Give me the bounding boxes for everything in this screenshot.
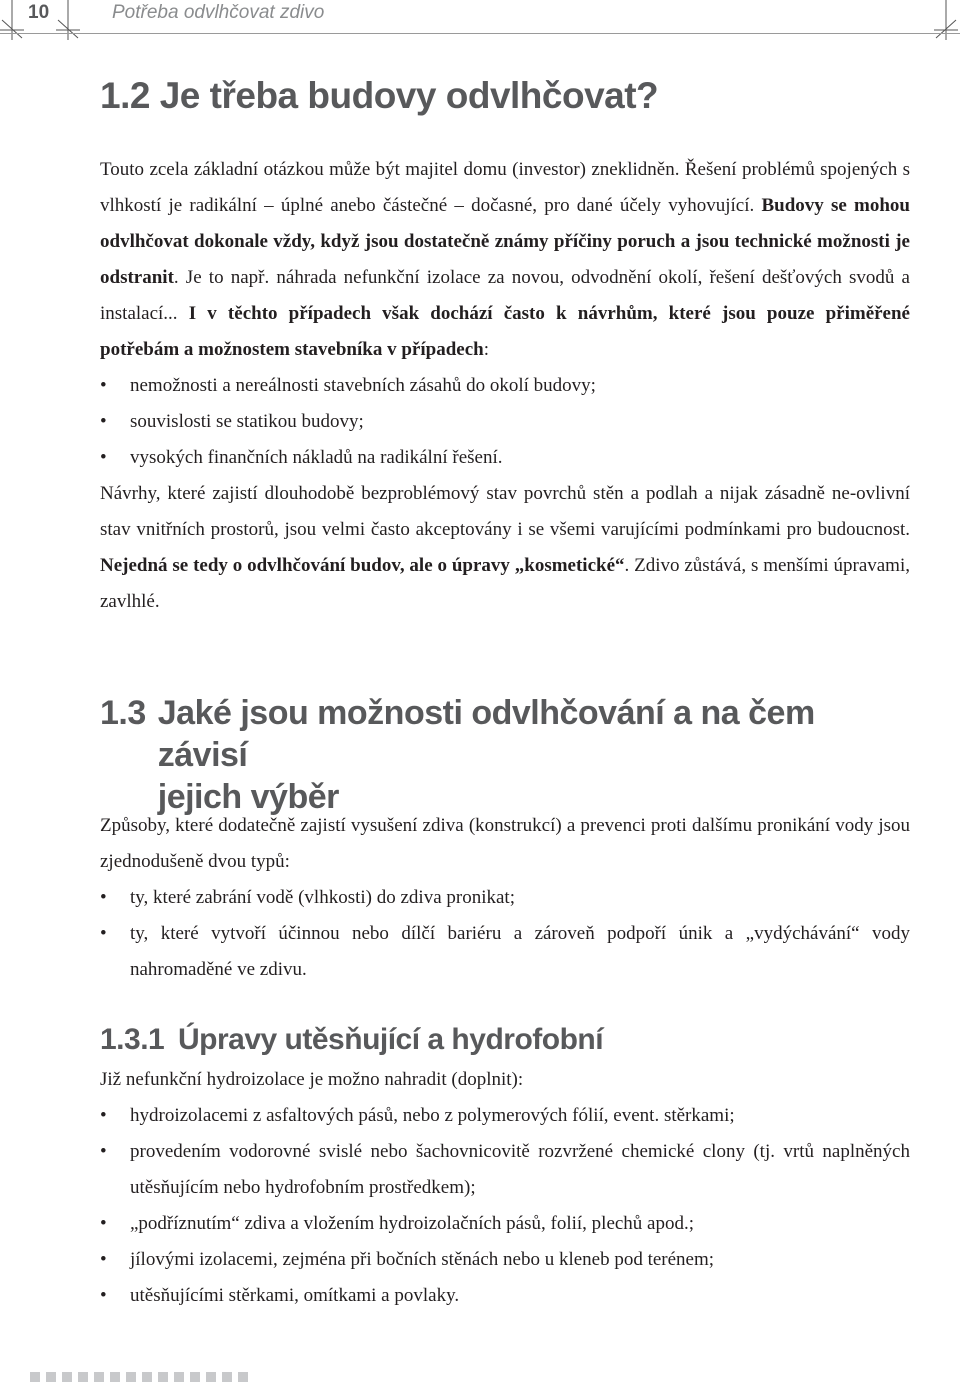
heading-text: Úpravy utěsňující a hydrofobní (178, 1023, 604, 1056)
page-header (0, 0, 960, 32)
footer-square (190, 1372, 200, 1382)
section-1-3 (100, 692, 910, 818)
footer-square (30, 1372, 40, 1382)
footer-square (126, 1372, 136, 1382)
page-number: 10 (28, 2, 50, 23)
bullet-list (100, 368, 910, 476)
list-item: • jílovými izolacemi, zejména při bočních stěnách nebo u kleneb pod terénem; (100, 1242, 910, 1278)
running-title: Potřeba odvlhčovat zdivo (112, 2, 325, 23)
text-run: : (483, 339, 489, 360)
footer-square (110, 1372, 120, 1382)
text-run: . Zdivo zůstává, s menšími úpravami, zavlhlé. (100, 555, 910, 612)
bold-run: Budovy se mohou odvlhčovat dokonale vždy, když jsou dostatečně známy příčiny poruch a jsou technické možnosti je odstranit (100, 195, 910, 288)
footer-square (174, 1372, 184, 1382)
footer-square (46, 1372, 56, 1382)
list-item: • ty, které zabrání vodě (vlhkosti) do zdiva pronikat; (100, 880, 910, 916)
heading-line: jejich výběr (157, 778, 339, 816)
list-item: • provedením vodorovné svislé nebo šachovnicovitě rozvržené chemické clony (tj. vrtů naplněných utěsňujícím nebo hydrofobním prostředkem); (100, 1134, 910, 1206)
paragraph-proposals (100, 476, 910, 620)
bullet-list (100, 1098, 910, 1314)
list-item: • nemožnosti a nereálnosti stavebních zásahů do okolí budovy; (100, 368, 910, 404)
heading-number: 1.3 (100, 694, 146, 732)
header-rule (0, 33, 960, 34)
footer-square (158, 1372, 168, 1382)
section-1-3-1 (100, 1020, 910, 1060)
paragraph-methods: Způsoby, které dodatečně zajistí vysušení zdiva (konstrukcí) a prevenci proti dalšímu pronikání vody jsou zjednodušeně dvou typů: (100, 815, 910, 872)
footer-square (62, 1372, 72, 1382)
section-1-3-1-body (100, 1062, 910, 1314)
list-item: • utěsňujícími stěrkami, omítkami a povlaky. (100, 1278, 910, 1314)
text-run: Touto zcela základní otázkou může být majitel domu (investor) zneklidněn. Řešení problémů spojených s vlhkostí je radikální – úplné anebo částečné – dočasné, pro dané účely vyhovující. (100, 159, 910, 216)
text-run: Návrhy, které zajistí dlouhodobě bezproblémový stav povrchů stěn a podlah a nijak zásadně ne-ovlivní stav vnitřních prostorů, jsou velmi často akceptovány i se všemi varujícími podmínkami pro budoucnost. (100, 483, 910, 540)
list-item: • „podříznutím“ zdiva a vložením hydroizolačních pásů, folií, plechů apod.; (100, 1206, 910, 1242)
heading-text (158, 692, 910, 818)
section-1-3-body (100, 808, 910, 988)
footer-square (238, 1372, 248, 1382)
footer-square (222, 1372, 232, 1382)
list-item: • hydroizolacemi z asfaltových pásů, nebo z polymerových fólií, event. stěrkami; (100, 1098, 910, 1134)
paragraph-replace: Již nefunkční hydroizolace je možno nahradit (doplnit): (100, 1069, 524, 1090)
heading-number: 1.3.1 (100, 1023, 165, 1056)
heading-line: Jaké jsou možnosti odvlhčování a na čem závisí (157, 694, 815, 774)
footer-square (78, 1372, 88, 1382)
text-run: . Je to např. náhrada nefunkční izolace za novou, odvodnění okolí, řešení dešťových svodů a instalací... (100, 267, 910, 324)
paragraph-intro (100, 152, 910, 368)
bold-run: I v těchto případech však dochází často k návrhům, které jsou pouze přiměřené potřebám a možnostem stavebníka v případech (100, 303, 910, 360)
list-item: • vysokých finančních nákladů na radikální řešení. (100, 440, 910, 476)
bullet-list (100, 880, 910, 988)
footer-square (206, 1372, 216, 1382)
section-heading-1-3 (100, 692, 910, 818)
footer-square (94, 1372, 104, 1382)
footer-square (142, 1372, 152, 1382)
section-heading-1-2: 1.2 Je třeba budovy odvlhčovat? (100, 75, 659, 116)
bold-run: Nejedná se tedy o odvlhčování budov, ale o úpravy „kosmetické“ (100, 555, 625, 576)
section-1-2 (100, 74, 910, 118)
section-heading-1-3-1 (100, 1020, 910, 1060)
section-1-2-body (100, 152, 910, 620)
footer-decoration (30, 1372, 248, 1382)
list-item: • ty, které vytvoří účinnou nebo dílčí bariéru a zároveň podpoří únik a „vydýchávání“ vody nahromaděné ve zdivu. (100, 916, 910, 988)
list-item: • souvislosti se statikou budovy; (100, 404, 910, 440)
